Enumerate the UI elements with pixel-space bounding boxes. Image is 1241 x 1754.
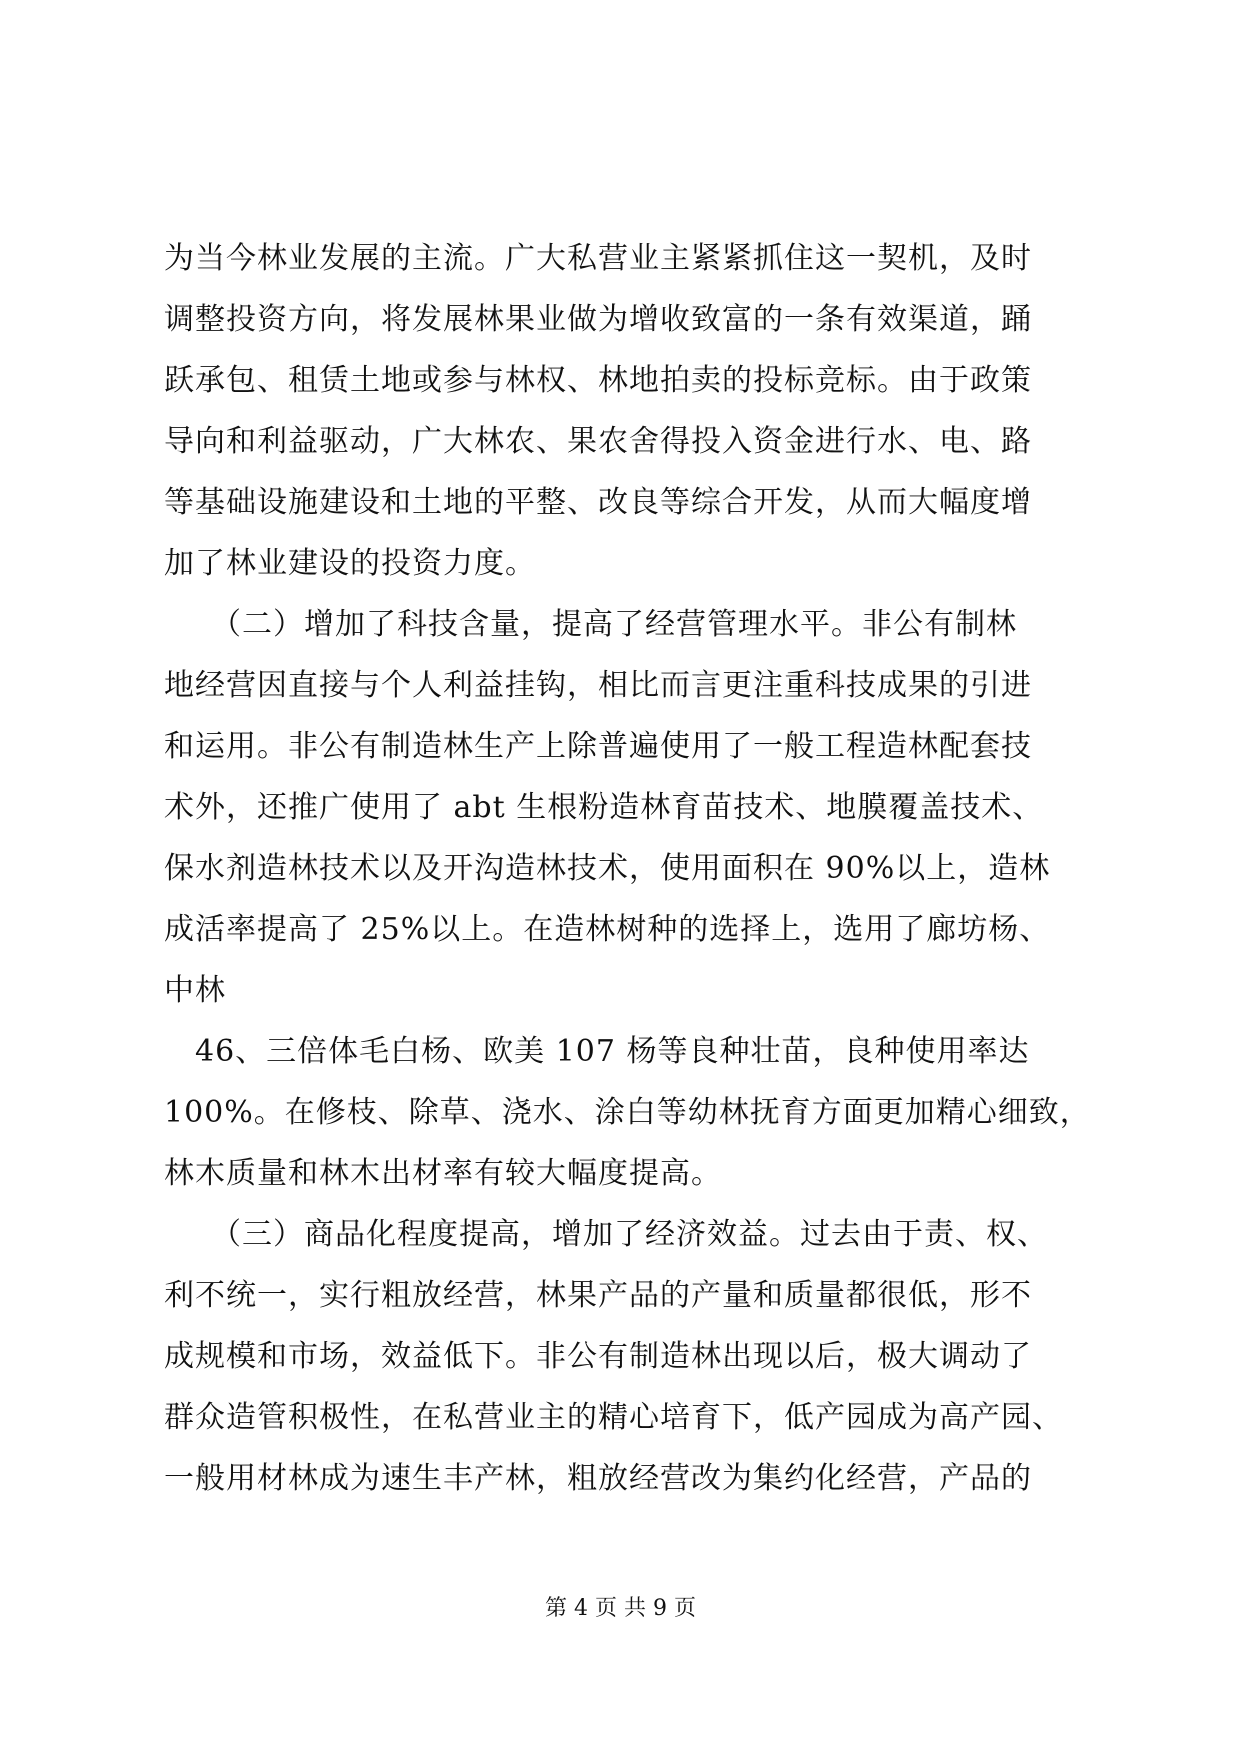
text-line: 100%。在修枝、除草、浇水、涂白等幼林抚育方面更加精心细致，	[164, 1095, 1091, 1130]
text-line: 调整投资方向，将发展林果业做为增收致富的一条有效渠道，踊	[164, 302, 1032, 337]
text-line: （二）增加了科技含量，提高了经营管理水平。非公有制林	[164, 607, 1017, 642]
text-line: 导向和利益驱动，广大林农、果农舍得投入资金进行水、电、路	[164, 424, 1032, 459]
body-text	[164, 228, 1091, 1509]
text-line: 一般用材林成为速生丰产林，粗放经营改为集约化经营，产品的	[164, 1461, 1032, 1496]
text-line: 成规模和市场，效益低下。非公有制造林出现以后，极大调动了	[164, 1339, 1032, 1374]
text-line: 为当今林业发展的主流。广大私营业主紧紧抓住这一契机，及时	[164, 241, 1032, 276]
text-line: （三）商品化程度提高，增加了经济效益。过去由于责、权、	[164, 1217, 1048, 1252]
text-line: 成活率提高了 25%以上。在造林树种的选择上，选用了廊坊杨、	[164, 912, 1051, 947]
text-line: 和运用。非公有制造林生产上除普遍使用了一般工程造林配套技	[164, 729, 1032, 764]
text-line: 林木质量和林木出材率有较大幅度提高。	[164, 1156, 722, 1191]
page-number-footer: 第 4 页 共 9 页	[545, 1596, 696, 1621]
text-line: 保水剂造林技术以及开沟造林技术，使用面积在 90%以上，造林	[164, 851, 1051, 886]
text-line: 术外，还推广使用了 abt 生根粉造林育苗技术、地膜覆盖技术、	[164, 790, 1044, 825]
text-line: 地经营因直接与个人利益挂钩，相比而言更注重科技成果的引进	[164, 668, 1032, 703]
text-line: 群众造管积极性，在私营业主的精心培育下，低产园成为高产园、	[164, 1400, 1063, 1435]
text-line: 加了林业建设的投资力度。	[164, 546, 536, 581]
text-line: 利不统一，实行粗放经营，林果产品的产量和质量都很低，形不	[164, 1278, 1032, 1313]
text-line: 等基础设施建设和土地的平整、改良等综合开发，从而大幅度增	[164, 485, 1032, 520]
text-line: 中林	[164, 973, 226, 1008]
text-line: 跃承包、租赁土地或参与林权、林地拍卖的投标竞标。由于政策	[164, 363, 1032, 398]
text-line: 46、三倍体毛白杨、欧美 107 杨等良种壮苗，良种使用率达	[164, 1034, 1030, 1069]
